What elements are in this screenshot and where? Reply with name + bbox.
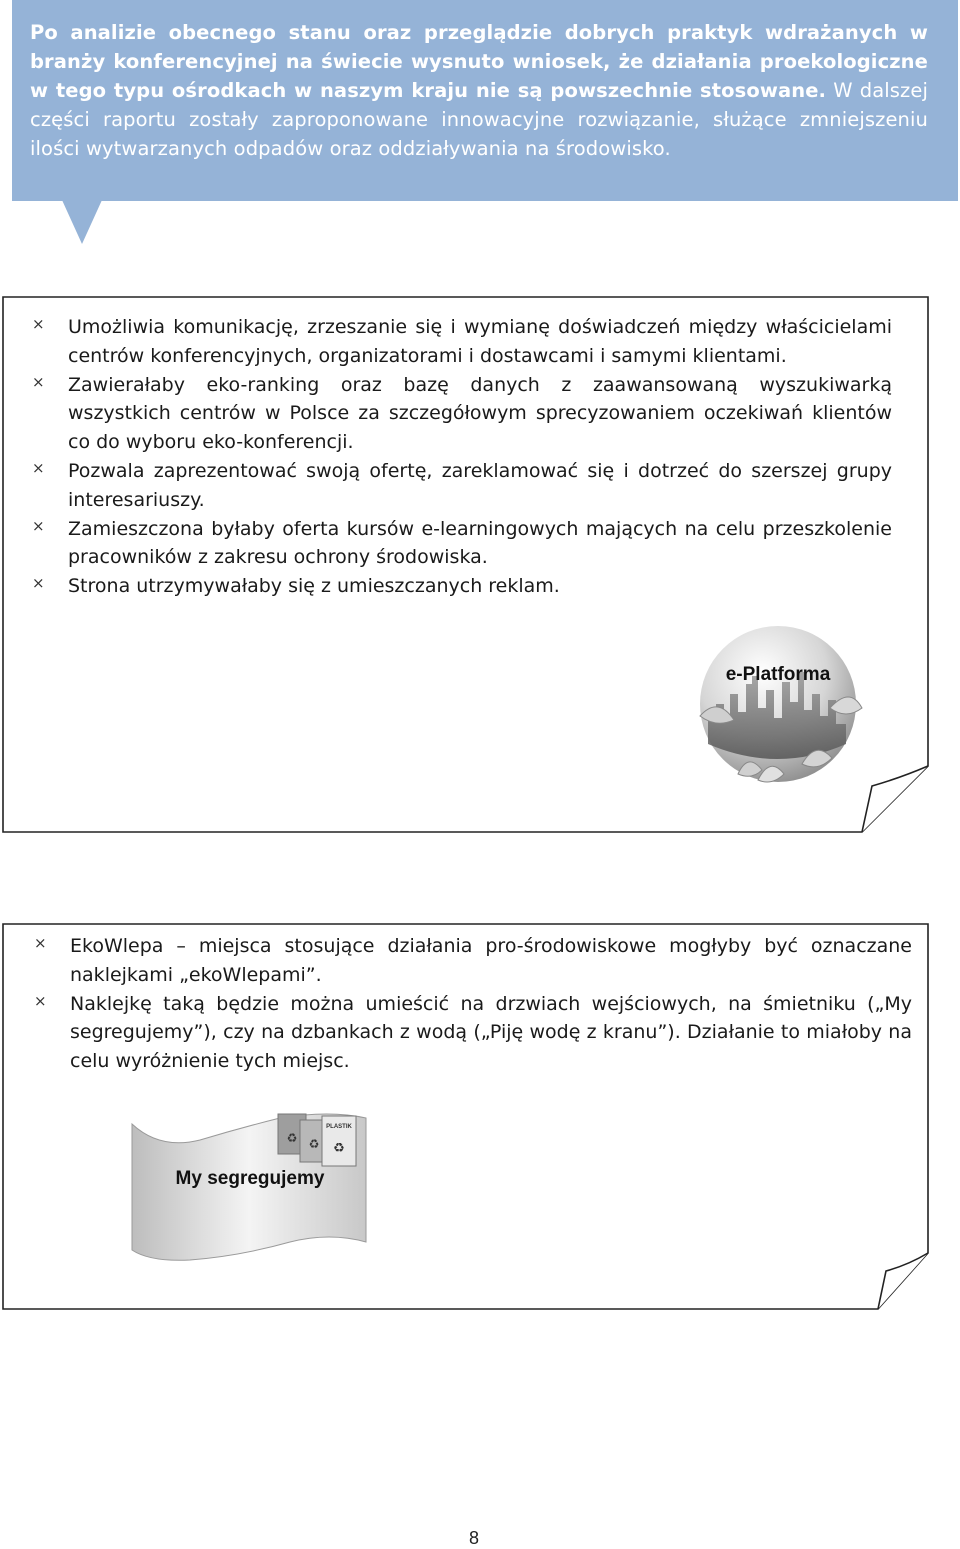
list-item: × Naklejkę taką będzie można umieścić na drzwiach wejściowych, na śmietniku („My segregujemy”), czy na dzbankach z wodą („Piję wodę z kranu”). Działanie to miałoby na celu wyróżnienie tych miejsc. [34,990,912,1076]
bullet-x-icon: × [32,372,45,391]
page-number: 8 [468,1528,479,1548]
list-item: × Strona utrzymywałaby się z umieszczanych reklam. [32,572,892,601]
bullet-x-icon: × [32,516,45,535]
list-item: × Zamieszczona byłaby oferta kursów e-learningowych mających na celu przeszkolenie pracowników z zakresu ochrony środowiska. [32,515,892,573]
globe-city-icon [690,624,866,784]
bullet-x-icon: × [32,458,45,477]
bin-label: PLASTIK [326,1124,352,1130]
svg-text:♻: ♻ [286,1131,298,1145]
segregation-label: My segregujemy [175,1168,325,1189]
list-item: × EkoWlepa – miejsca stosujące działania pro-środowiskowe mogłyby być oznaczane naklejkami „ekoWlepami”. [34,932,912,990]
bullet-x-icon: × [32,574,45,593]
intro-lead: Po analizie obecnego stanu oraz przeglądzie dobrych praktyk wdrażanych w branży konferencyjnej na świecie wysnuto wniosek, że działania proekologiczne w tego typu ośrodkach w naszym kraju nie są powszechnie stosowane. [30,21,928,102]
e-platform-label: e-Platforma [725,664,831,685]
callout-pointer [62,200,102,244]
list-item: × Pozwala zaprezentować swoją ofertę, zareklamować się i dotrzeć do szerszej grupy interesariuszy. [32,457,892,515]
bullet-x-icon: × [34,991,47,1010]
svg-text:♻: ♻ [308,1137,320,1151]
intro-text [30,18,928,163]
list-item: × Zawierałaby eko-ranking oraz bazę danych z zaawansowaną wyszukiwarką wszystkich centrów w Polsce za szczegółowym sprecyzowaniem oczekiwań klientów co do wyboru eko-konferencji. [32,371,892,457]
segregation-graphic [130,1110,370,1268]
list-item: × Umożliwia komunikację, zrzeszanie się i wymianę doświadczeń między właścicielami centrów konferencyjnych, organizatorami i dostawcami i samymi klientami. [32,313,892,371]
svg-text:♻: ♻ [333,1141,345,1156]
e-platform-graphic [690,624,866,784]
platform-list [32,313,892,601]
eco-list [34,932,912,1076]
intro-callout [12,0,958,201]
intro-continuation: W dalszej części raportu zostały zaproponowane innowacyjne rozwiązanie, służące zmniejszeniu ilości wytwarzanych odpadów oraz oddziaływania na środowisko. [30,79,928,160]
bullet-x-icon: × [34,934,47,952]
bullet-x-icon: × [32,315,45,333]
